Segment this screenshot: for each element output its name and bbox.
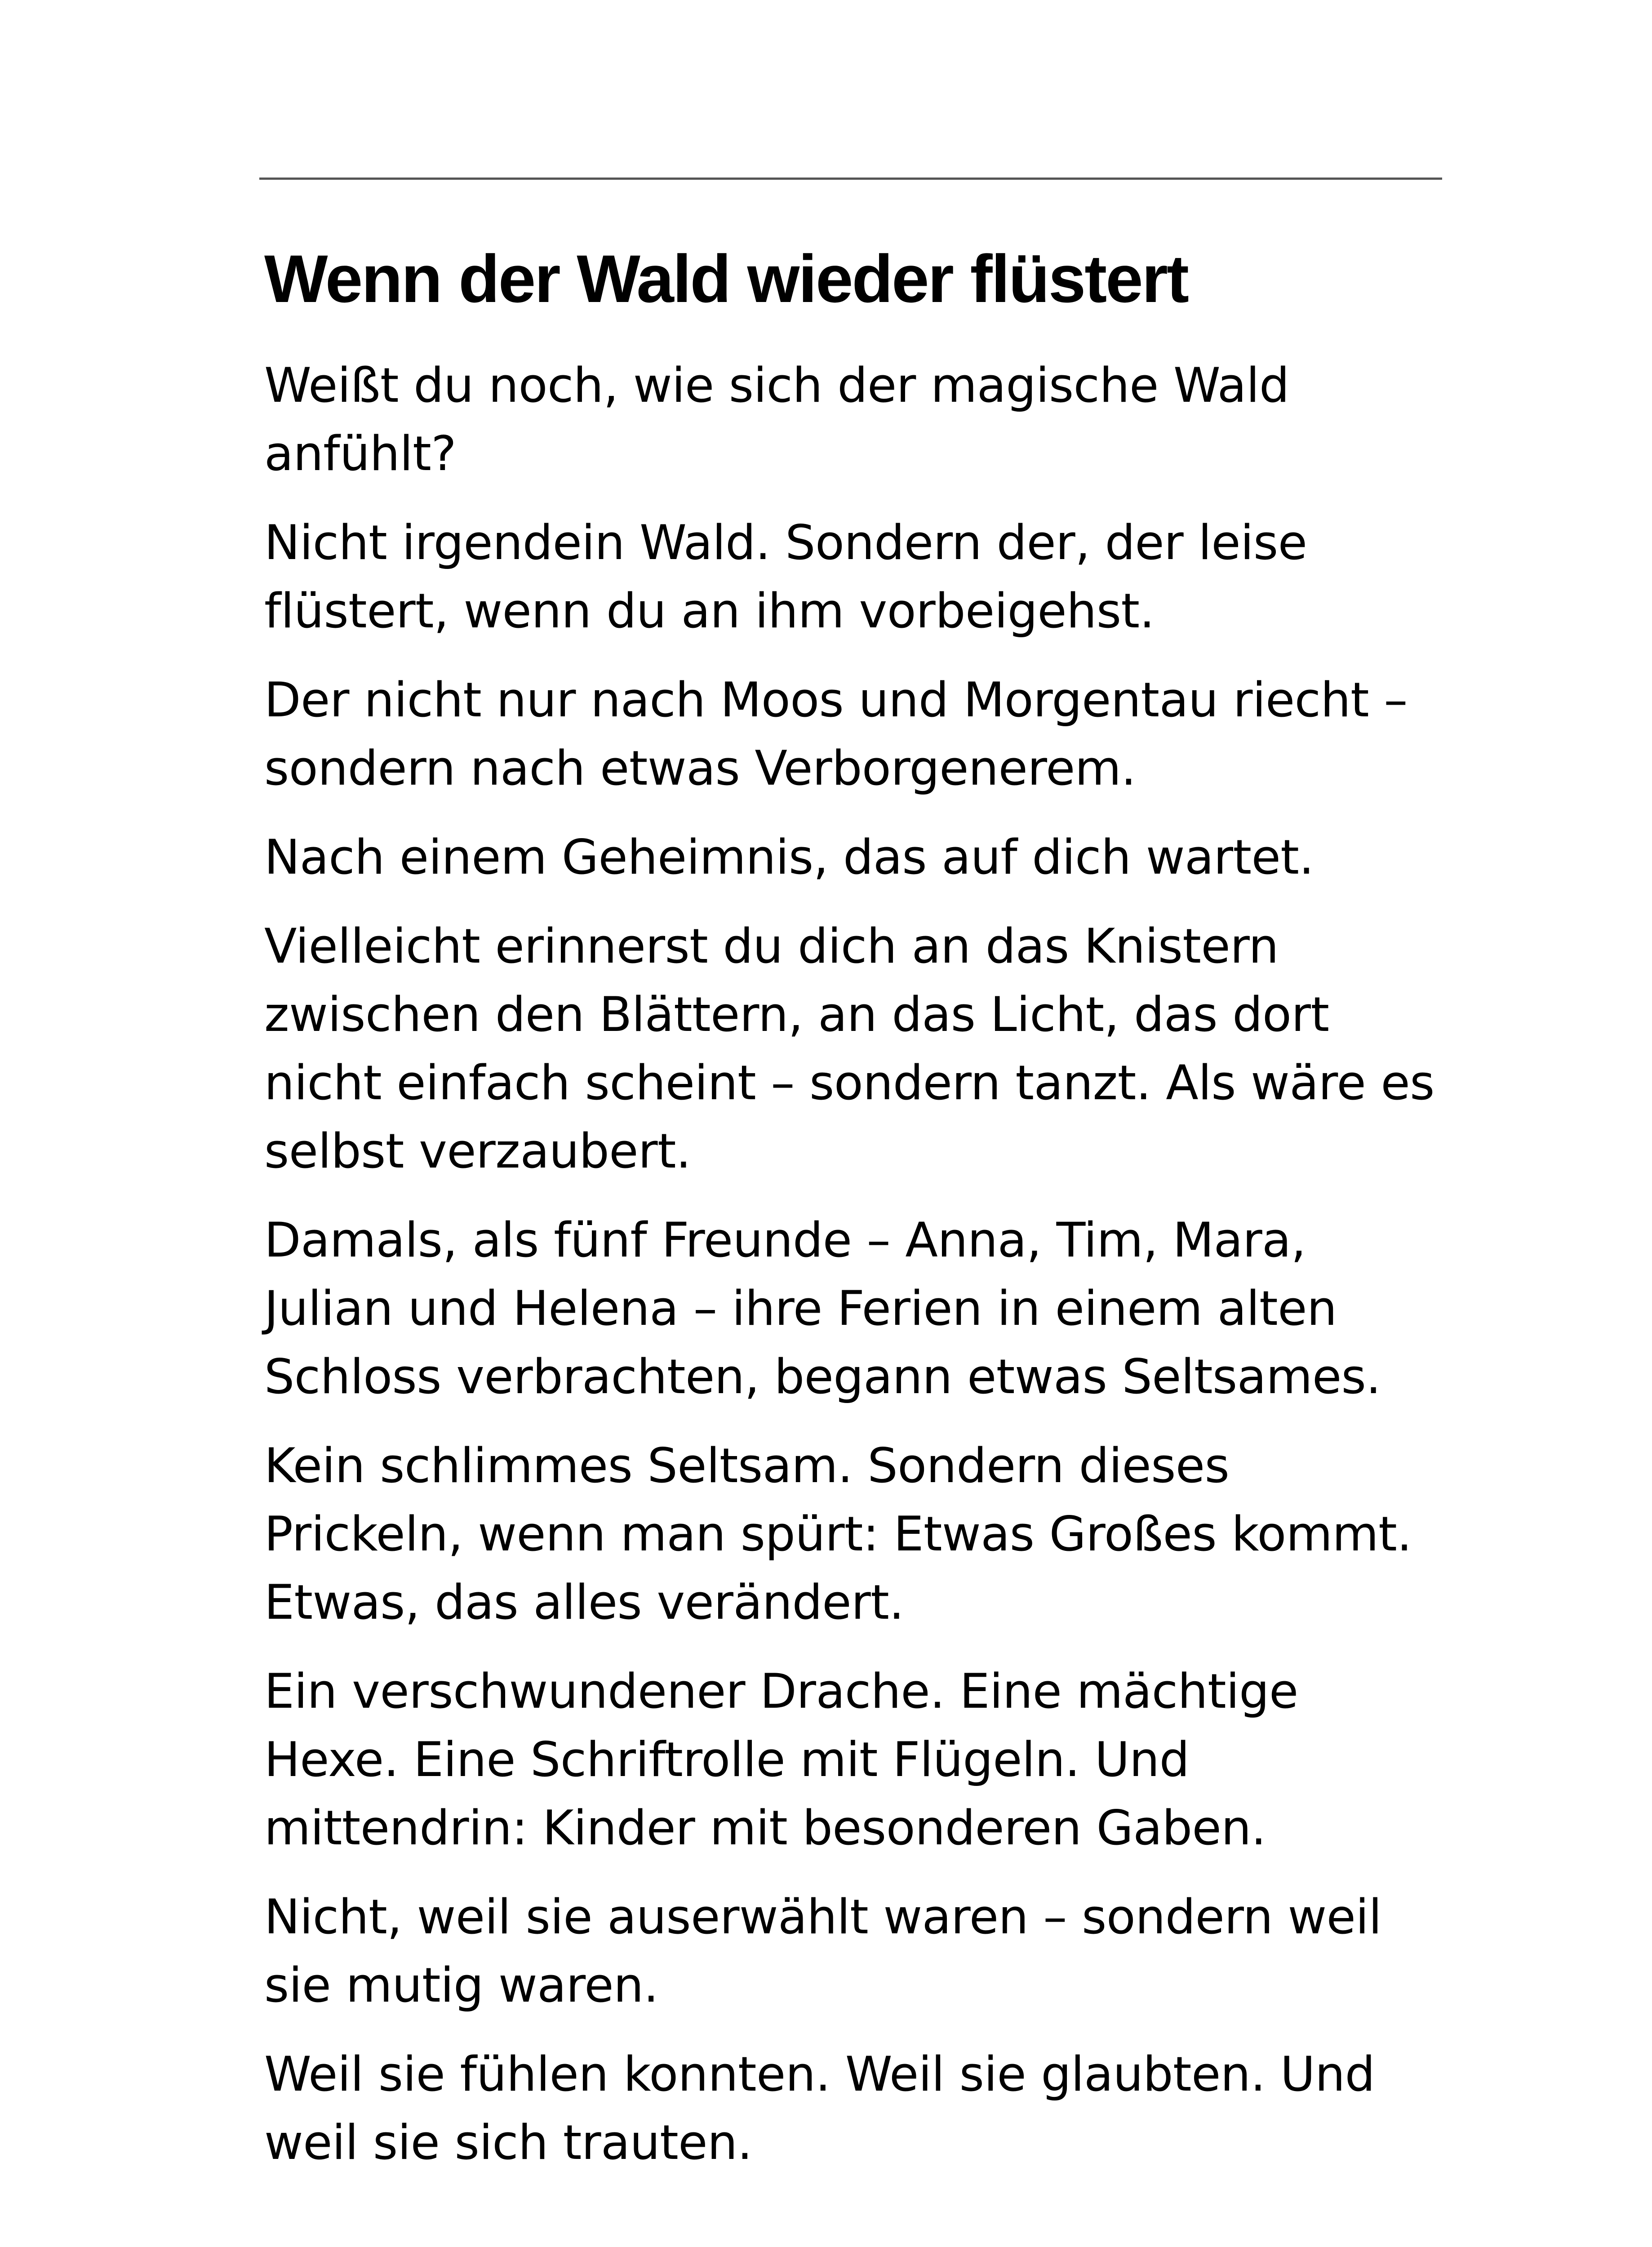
paragraph: Nicht irgendein Wald. Sondern der, der leise flüstert, wenn du an ihm vorbeigehst. bbox=[264, 515, 1307, 639]
paragraph: Weißt du noch, wie sich der magische Wald anfühlt? bbox=[264, 358, 1289, 481]
paragraph: Weil sie fühlen konnten. Weil sie glaubten. Und weil sie sich trauten. bbox=[264, 2047, 1375, 2170]
chapter-content bbox=[264, 234, 1442, 2198]
paragraph: Der nicht nur nach Moos und Morgentau riecht – sondern nach etwas Verborgenerem. bbox=[264, 672, 1408, 796]
paragraph: Nicht, weil sie auserwählt waren – sondern weil sie mutig waren. bbox=[264, 1889, 1382, 2013]
chapter-title: Wenn der Wald wieder flüstert bbox=[264, 241, 1188, 316]
paragraph: Vielleicht erinnerst du dich an das Knistern zwischen den Blättern, an das Licht, das dort nicht einfach scheint – sondern tanzt. Als wäre es selbst verzaubert. bbox=[264, 919, 1434, 1179]
paragraph: Kein schlimmes Seltsam. Sondern dieses Prickeln, wenn man spürt: Etwas Großes kommt. Etwas, das alles verändert. bbox=[264, 1438, 1412, 1630]
paragraph: Ein verschwundener Drache. Eine mächtige Hexe. Eine Schriftrolle mit Flügeln. Und mittendrin: Kinder mit besonderen Gaben. bbox=[264, 1664, 1298, 1856]
paragraph: Nach einem Geheimnis, das auf dich wartet. bbox=[264, 830, 1314, 885]
paragraph: Damals, als fünf Freunde – Anna, Tim, Mara, Julian und Helena – ihre Ferien in einem alten Schloss verbrachten, begann etwas Seltsames. bbox=[264, 1212, 1381, 1404]
header-rule bbox=[259, 178, 1442, 180]
